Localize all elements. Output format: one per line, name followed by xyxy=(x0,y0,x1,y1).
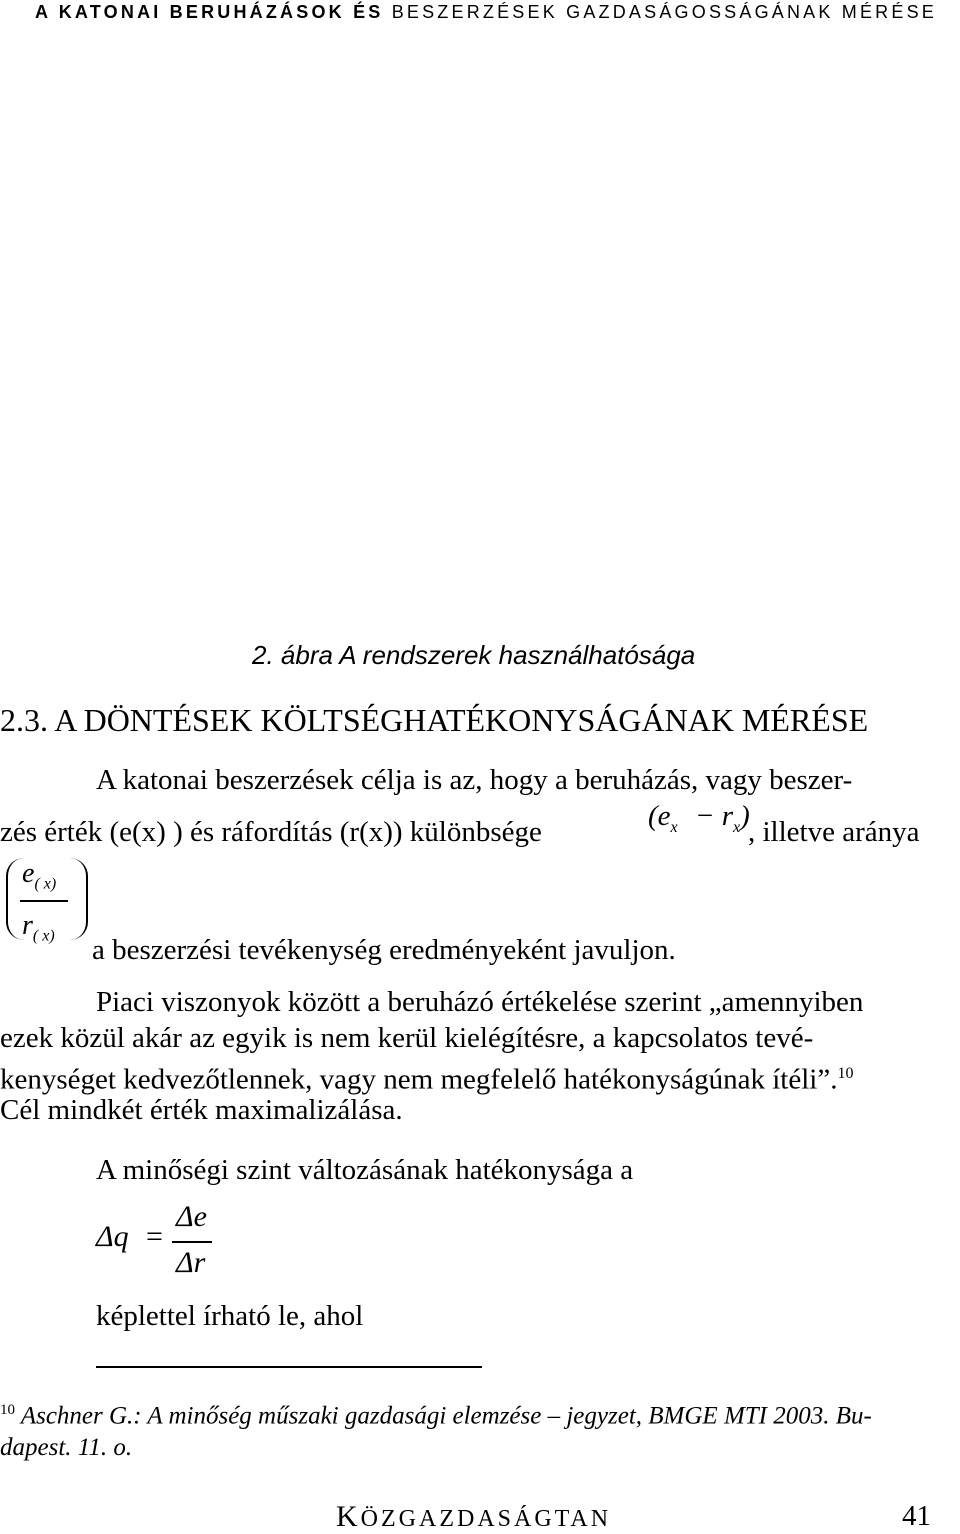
footnote-number: 10 xyxy=(0,1402,15,1418)
formula-dq-numerator: Δe xyxy=(176,1200,207,1233)
para2-line2: ezek közül akár az egyik is nem kerül kielégítésre, a kapcsolatos tevé- xyxy=(0,1022,814,1054)
footnote-line2: dapest. 11. o. xyxy=(0,1434,133,1461)
page-number: 41 xyxy=(902,1500,931,1532)
running-footer-rest: ÖZGAZDASÁGTAN xyxy=(360,1506,612,1532)
para2-line3-text: kenységet kedvezőtlennek, vagy nem megfelelő hatékonyságúnak ítéli”. xyxy=(0,1063,838,1096)
section-heading: 2.3. A DÖNTÉSEK KÖLTSÉGHATÉKONYSÁGÁNAK MÉRÉSE xyxy=(0,702,869,738)
para1-line1: A katonai beszerzések célja is az, hogy a beruházás, vagy beszer- xyxy=(96,764,853,796)
formula-difference-sub1: x xyxy=(670,818,678,836)
formula-difference-e: e xyxy=(657,800,671,832)
formula-difference xyxy=(648,800,750,837)
para1-line2-after: , illetve aránya xyxy=(748,816,920,848)
formula-difference-close: ) xyxy=(740,800,750,832)
footnote-text-line1: Aschner G.: A minőség műszaki gazdasági elemzése – jegyzet, BMGE MTI 2003. Bu- xyxy=(20,1402,872,1430)
footnote-ref[interactable]: 10 xyxy=(837,1065,854,1082)
para1-line3: a beszerzési tevékenység eredményeként javuljon. xyxy=(92,934,676,966)
ratio-numerator xyxy=(22,858,56,894)
formula-dq-fraction-line xyxy=(172,1241,212,1243)
running-footer-initial: K xyxy=(336,1500,361,1533)
ratio-denominator xyxy=(22,910,55,946)
running-header-bold: A KATONAI BERUHÁZÁSOK ÉS xyxy=(35,2,384,22)
ratio-numerator-e: e xyxy=(22,858,35,889)
formula-difference-sub2: x xyxy=(733,818,741,836)
para1-line2: zés érték (e(x) ) és ráfordítás (r(x)) különbsége xyxy=(0,816,542,848)
para3: A minőségi szint változásának hatékonysága a xyxy=(96,1154,634,1186)
footnote-rule xyxy=(96,1366,482,1368)
running-header xyxy=(35,2,937,23)
running-header-rest: BESZERZÉSEK GAZDASÁGOSSÁGÁNAK MÉRÉSE xyxy=(391,2,937,22)
formula-dq-eq: = xyxy=(146,1220,163,1253)
para2-line4: Cél mindkét érték maximalizálása. xyxy=(0,1094,403,1126)
figure-caption: 2. ábra A rendszerek használhatósága xyxy=(252,640,696,670)
ratio-denominator-r: r xyxy=(22,910,33,941)
footnote-line1 xyxy=(0,1402,872,1430)
formula-difference-r: r xyxy=(721,800,734,832)
formula-difference-minus: − xyxy=(694,800,715,832)
ratio-fraction-line xyxy=(20,900,68,902)
formula-dq-denominator: Δr xyxy=(176,1246,206,1279)
running-footer xyxy=(336,1500,611,1534)
ratio-numerator-arg: ( x) xyxy=(34,875,57,893)
formula-difference-open: ( xyxy=(648,800,658,832)
para4: képlettel írható le, ahol xyxy=(96,1300,364,1332)
formula-dq-lhs: Δq xyxy=(96,1220,129,1253)
para2-line1: Piaci viszonyok között a beruházó értékelése szerint „amennyiben xyxy=(96,986,864,1018)
ratio-close-paren xyxy=(70,858,88,940)
ratio-denominator-arg: ( x) xyxy=(32,927,55,945)
